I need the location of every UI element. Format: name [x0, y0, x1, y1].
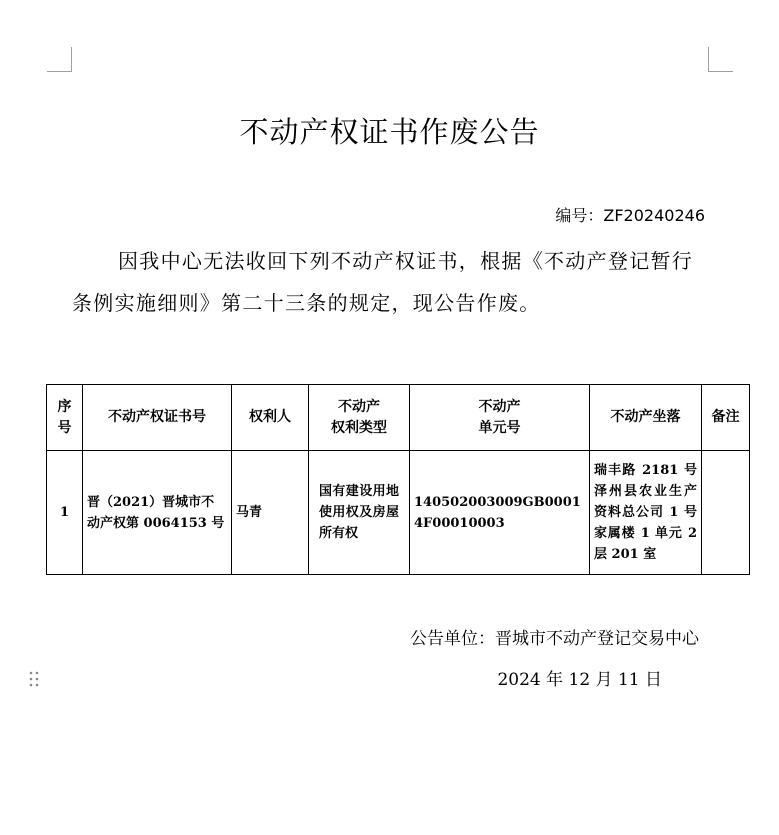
header-cert-no: 不动产权证书号 [83, 385, 232, 451]
header-remark: 备注 [702, 385, 750, 451]
header-seq: 序 号 [47, 385, 83, 451]
cell-seq: 1 [47, 451, 83, 575]
announcement-title: 不动产权证书作废公告 [239, 115, 540, 149]
cell-unit-no: 140502003009GB00014F00010003 [410, 451, 590, 575]
issuing-unit: 公告单位：晋城市不动产登记交易中心 [410, 629, 699, 649]
document-number: 编号：ZF20240246 [555, 206, 705, 225]
table-header-row [47, 385, 750, 451]
cell-location: 瑞丰路 2181 号泽州县农业生产资料总公司 1 号家属楼 1 单元 2 层 201 室 [590, 451, 702, 575]
page-corner-top-right [708, 47, 733, 72]
header-right-type: 不动产 权利类型 [309, 385, 410, 451]
cell-right-type: 国有建设用地使用权及房屋所有权 [309, 451, 410, 575]
header-location: 不动产坐落 [590, 385, 702, 451]
table-row [47, 451, 750, 575]
cell-holder: 马青 [232, 451, 309, 575]
header-unit-no: 不动产 单元号 [410, 385, 590, 451]
cell-cert-no: 晋（2021）晋城市不动产权第 0064153 号 [83, 451, 232, 575]
announcement-date: 2024 年 12 月 11 日 [497, 670, 662, 690]
cell-remark [702, 451, 750, 575]
header-holder: 权利人 [232, 385, 309, 451]
certificate-table [46, 384, 750, 575]
announcement-body: 因我中心无法收回下列不动产权证书，根据《不动产登记暂行条例实施细则》第二十三条的规定，现公告作废。 [72, 249, 694, 315]
page-corner-top-left [47, 47, 72, 72]
drag-handle-icon[interactable] [29, 670, 39, 688]
